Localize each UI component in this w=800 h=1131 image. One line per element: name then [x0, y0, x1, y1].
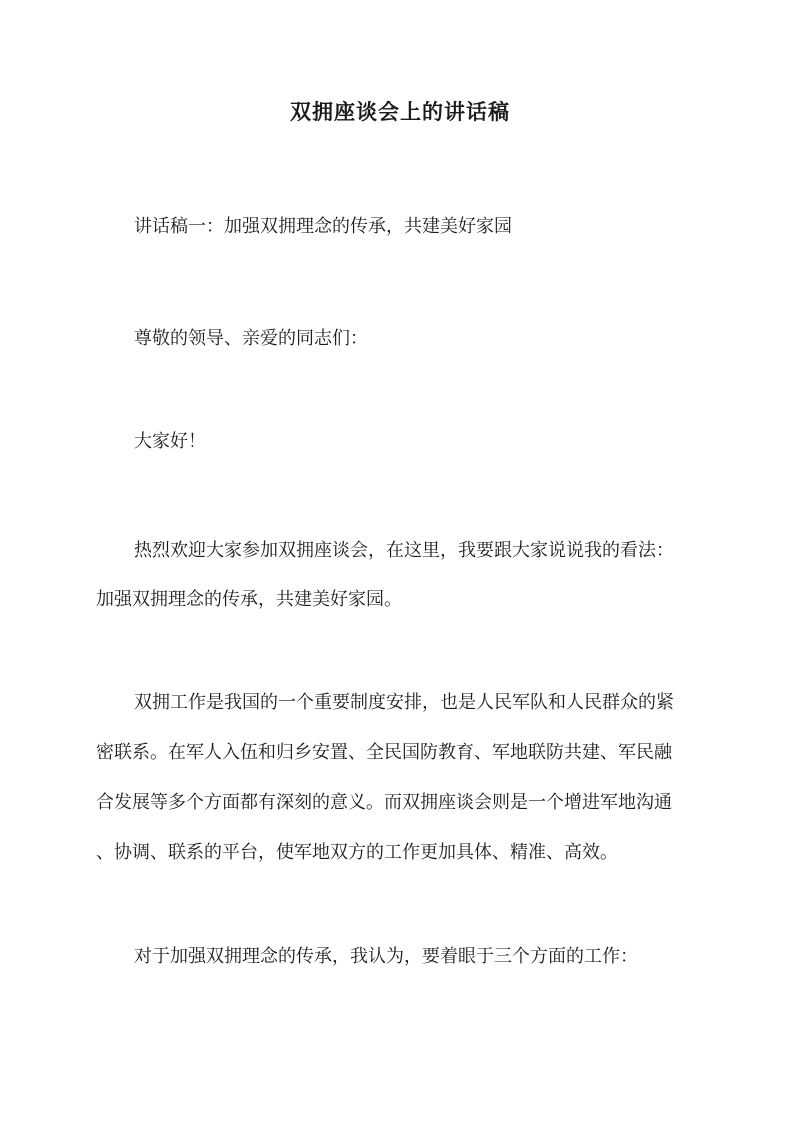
paragraph-2-line-3: 合发展等多个方面都有深刻的意义。而双拥座谈会则是一个增进军地沟通	[96, 792, 672, 813]
paragraph-2-line-1: 双拥工作是我国的一个重要制度安排，也是人民军队和人民群众的紧	[134, 692, 674, 713]
paragraph-3-line-1: 对于加强双拥理念的传承，我认为，要着眼于三个方面的工作：	[134, 946, 638, 967]
speech-subtitle: 讲话稿一：加强双拥理念的传承，共建美好家园	[134, 216, 512, 237]
paragraph-2-line-2: 密联系。在军人入伍和归乡安置、全民国防教育、军地联防共建、军民融	[96, 742, 672, 763]
paragraph-1-line-1: 热烈欢迎大家参加双拥座谈会，在这里，我要跟大家说说我的看法：	[134, 540, 674, 561]
document-title: 双拥座谈会上的讲话稿	[290, 99, 510, 124]
salutation: 尊敬的领导、亲爱的同志们：	[134, 328, 368, 349]
paragraph-1-line-2: 加强双拥理念的传承，共建美好家园。	[96, 589, 402, 610]
greeting: 大家好！	[134, 431, 206, 452]
paragraph-2-line-4: 、协调、联系的平台，使军地双方的工作更加具体、精准、高效。	[96, 842, 618, 863]
